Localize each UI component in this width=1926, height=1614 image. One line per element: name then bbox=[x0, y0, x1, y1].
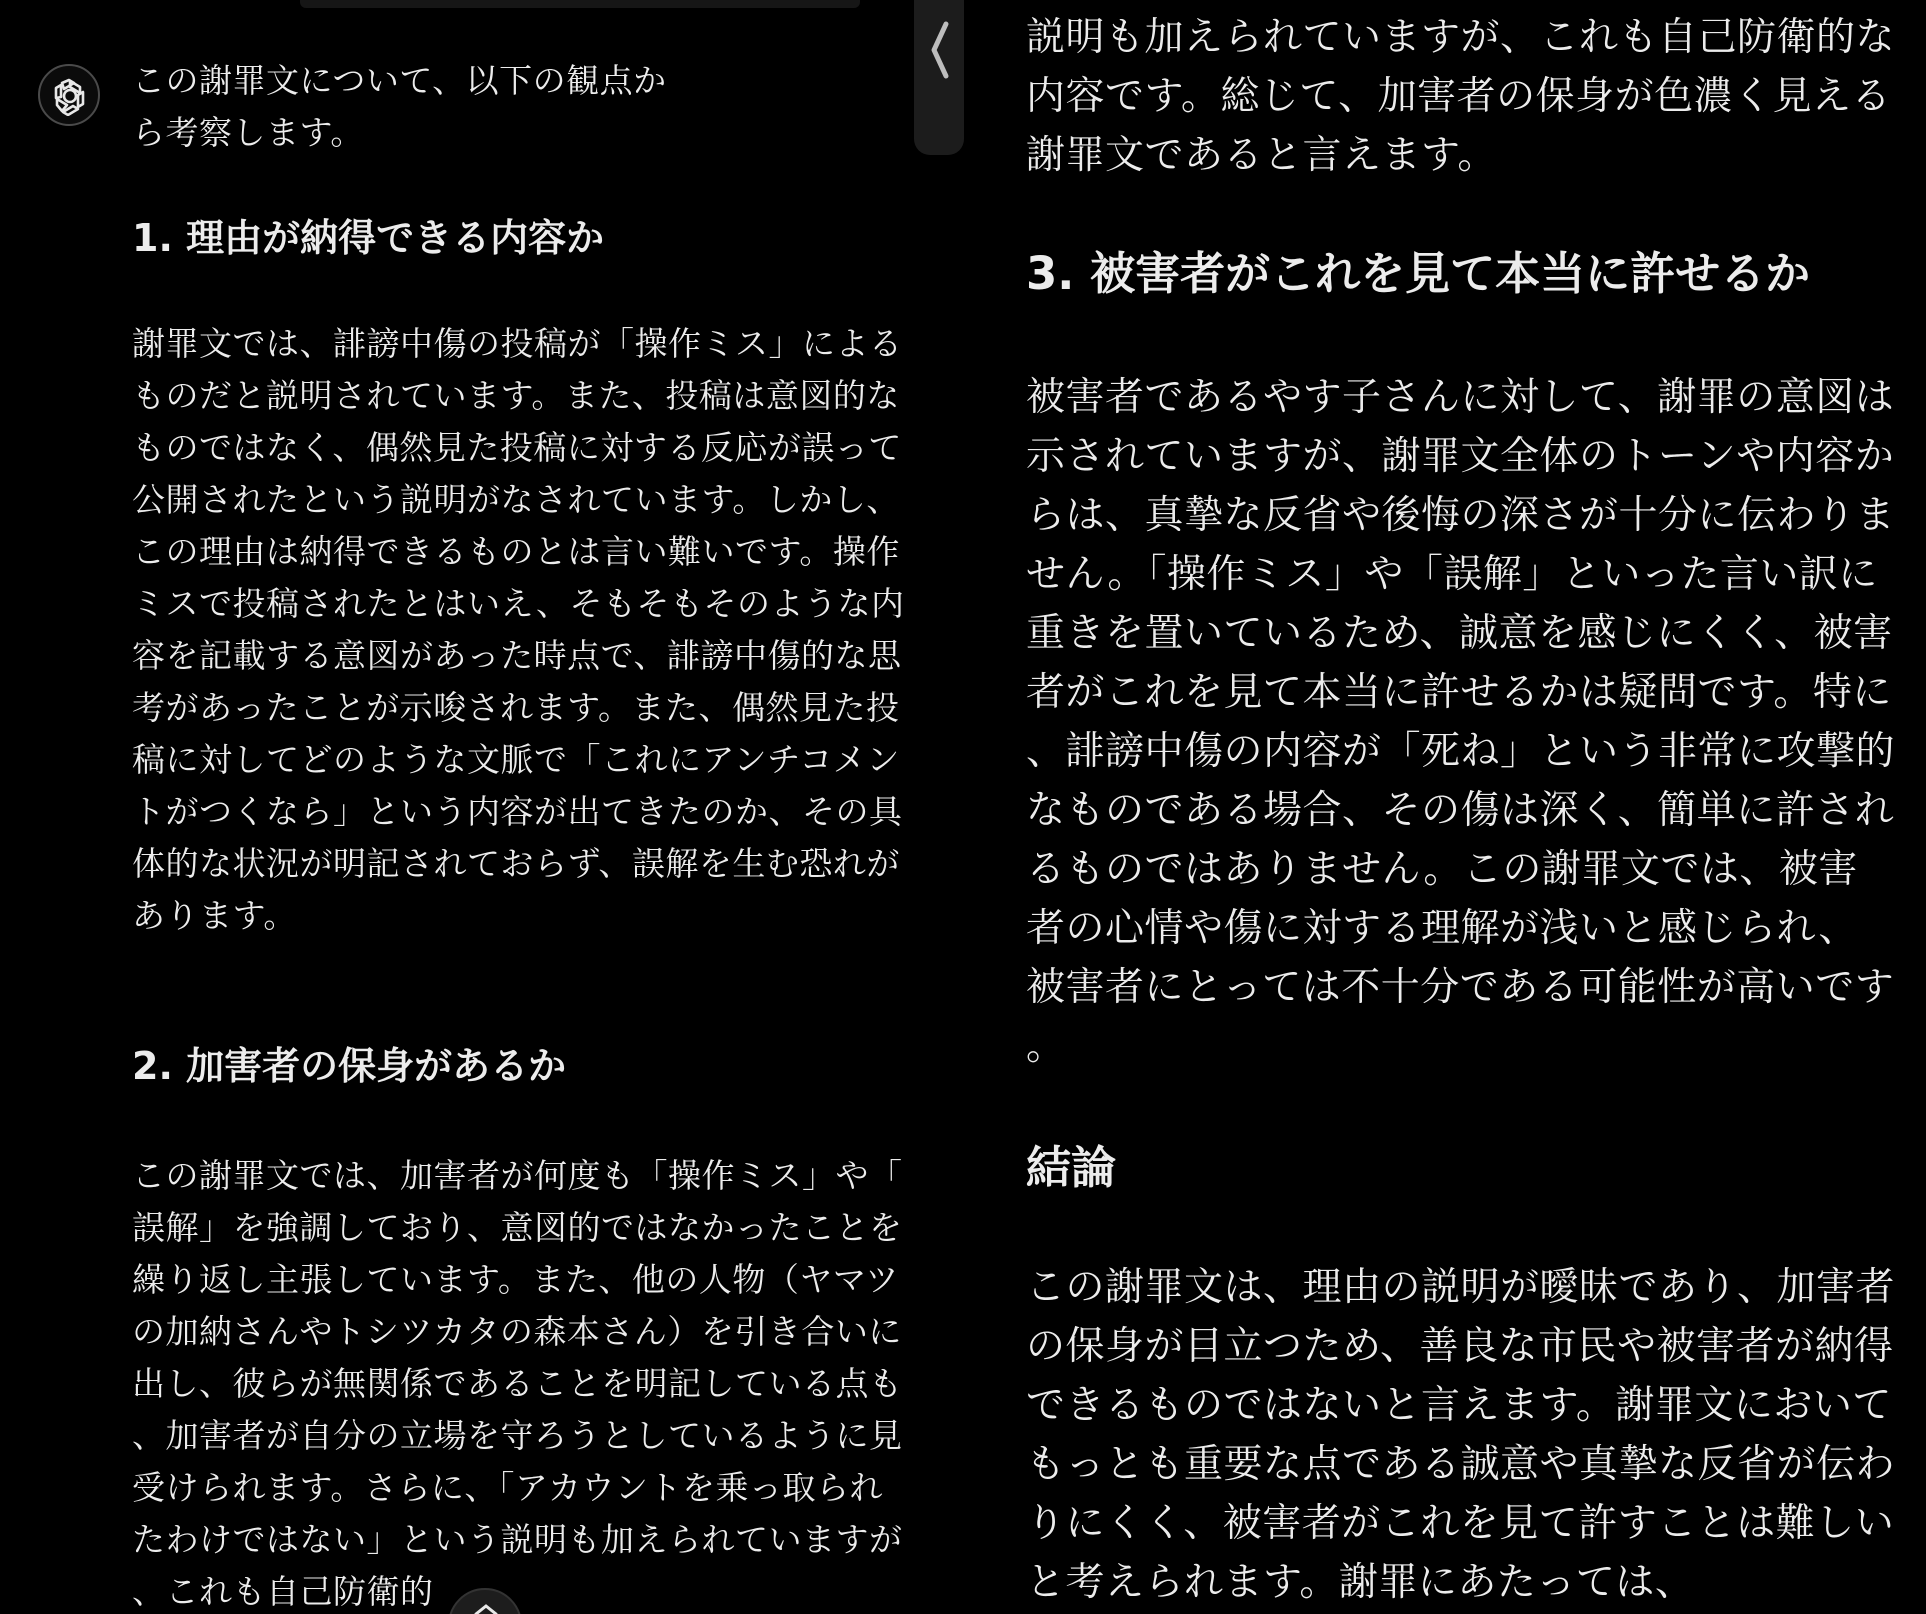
chat-pane-left[interactable] bbox=[0, 0, 940, 1614]
section-paragraph-3: 被害者であるやす子さんに対して、謝罪の意図は示されていますが、謝罪文全体のトーンや内容からは、真摯な反省や後悔の深さが十分に伝わりません。「操作ミス」や「誤解」といった言い訳に重きを置いているため、誠意を感じにくく、被害者がこれを見て本当に許せるかは疑問です。特に、誹謗中傷の内容が「死ね」という非常に攻撃的なものである場合、その傷は深く、簡単に許されるものではありません。この謝罪文では、被害者の心情や傷に対する理解が浅いと感じられ、被害者にとっては不十分である可能性が高いです。 bbox=[1026, 375, 1896, 1069]
section-paragraph-2: この謝罪文では、加害者が何度も「操作ミス」や「誤解」を強調しており、意図的ではなかったことを繰り返し主張しています。また、他の人物（ヤマツの加納さんやトシツカタの森本さん）を引き合いに出し、彼らが無関係であることを明記している点も、加害者が自分の立場を守ろうとしているように見受けられます。さらに、「アカウントを乗っ取られたわけではない」という説明も加えられていますが、これも自己防衛的 bbox=[132, 1156, 903, 1611]
section-paragraph-1: 謝罪文では、誹謗中傷の投稿が「操作ミス」によるものだと説明されています。また、投稿は意図的なものではなく、偶然見た投稿に対する反応が誤って公開されたという説明がなされています。しかし、この理由は納得できるものとは言い難いです。操作ミスで投稿されたとはいえ、そもそもそのような内容を記載する意図があった時点で、誹謗中傷的な思考があったことが示唆されます。また、偶然見た投稿に対してどのような文脈で「これにアンチコメントがつくなら」という内容が出てきたのか、その具体的な状況が明記されておらず、誤解を生む恐れがあります。 bbox=[132, 324, 905, 935]
section-heading-3: 3. 被害者がこれを見て本当に許せるか bbox=[1026, 247, 1811, 300]
chat-pane-right[interactable] bbox=[958, 0, 1926, 1614]
chevron-down-icon bbox=[472, 1600, 500, 1614]
section-paragraph-2-continued: 説明も加えられていますが、これも自己防衛的な内容です。総じて、加害者の保身が色濃く見える謝罪文であると言えます。 bbox=[1026, 15, 1896, 178]
conclusion-heading: 結論 bbox=[1026, 1141, 1117, 1194]
section-heading-2: 2. 加害者の保身があるか bbox=[132, 1044, 567, 1088]
message-intro: この謝罪文について、以下の観点から考察します。 bbox=[132, 61, 667, 152]
chatgpt-logo-icon bbox=[50, 76, 90, 116]
conclusion-paragraph: この謝罪文は、理由の説明が曖昧であり、加害者の保身が目立つため、善良な市民や被害者が納得できるものではないと言えます。謝罪文においてもっとも重要な点である誠意や真摯な反省が伝わりにくく、被害者がこれを見て許すことは難しいと考えられます。謝罪にあたっては、 bbox=[1026, 1265, 1896, 1605]
collapse-sidebar-button[interactable] bbox=[914, 0, 964, 155]
chevron-left-icon bbox=[926, 20, 952, 90]
assistant-avatar bbox=[38, 64, 100, 126]
section-heading-1: 1. 理由が納得できる内容か bbox=[132, 216, 605, 260]
